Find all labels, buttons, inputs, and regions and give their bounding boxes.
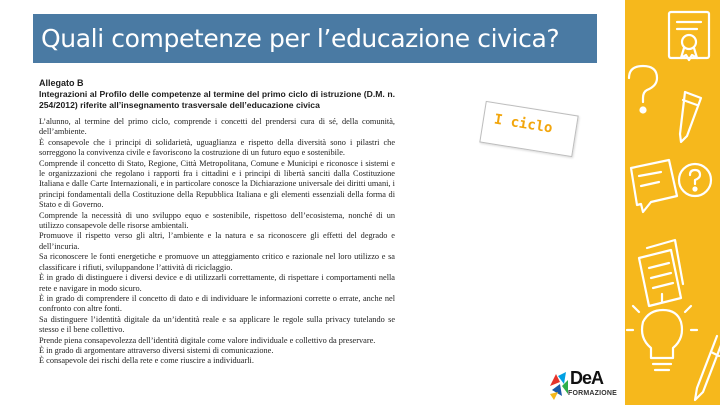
slide-title: Quali competenze per l’educazione civica? <box>41 24 560 53</box>
document-excerpt <box>39 78 395 367</box>
certificate-icon <box>669 12 709 60</box>
document-paragraph: È consapevole dei rischi della rete e come riuscire a individuarli. <box>39 356 254 366</box>
document-paragraph: Comprende la necessità di uno sviluppo equo e sostenibile, rispettoso dell’ecosistema, nonché di un utilizzo consapevole delle risorse ambientali. <box>39 210 395 231</box>
logo-brand: DeA <box>570 368 604 388</box>
pen-icon <box>695 336 720 400</box>
decorative-side-panel <box>625 0 720 405</box>
document-paragraph: È in grado di comprendere il concetto di dato e di individuare le informazioni corrette o errate, anche nel confronto con altre fonti. <box>39 293 395 314</box>
document-paragraph: Comprende il concetto di Stato, Regione, Città Metropolitana, Comune e Municipi e riconosce i sistemi e le organizzazioni che regolano i rapporti fra i cittadini e i principi di libertà sanciti dalla Costituzione Italiana e dalle Carte Internazionali, e in particolare conosce la Dichiarazione universale dei diritti umani, i principi fondamentali della Costituzione della Repubblica Italiana e gli elementi essenziali della forma di Stato e di Governo. <box>39 158 395 210</box>
document-allegato: Allegato B <box>39 78 84 88</box>
document-paragraph: Promuove il rispetto verso gli altri, l’ambiente e la natura e sa riconoscere gli effetti del degrado e dell’incuria. <box>39 231 395 251</box>
dea-formazione-logo <box>548 368 620 402</box>
slide-title-bar <box>33 14 597 63</box>
pencil-icon <box>680 92 701 142</box>
document-paragraph: È consapevole che i principi di solidarietà, uguaglianza e rispetto della diversità sono i pilastri che sorreggono la convivenza civile e favoriscono la costruzione di un futuro equo e sostenibile. <box>39 137 395 158</box>
document-heading: Integrazioni al Profilo delle competenze al termine del primo ciclo di istruzione (D.M. n. 254/2012) riferite all’insegnamento trasversale dell’educazione civica <box>39 89 395 110</box>
level-note <box>479 101 578 157</box>
document-paragraph: Prende piena consapevolezza dell’identità digitale come valore individuale e collettivo da preservare. <box>39 335 376 345</box>
document-paragraph: È in grado di argomentare attraverso diversi sistemi di comunicazione. <box>39 345 274 355</box>
document-paragraph: L’alunno, al termine del primo ciclo, comprende i concetti del prendersi cura di sé, della comunità, dell’ambiente. <box>39 117 395 137</box>
logo-subtitle: FORMAZIONE <box>568 390 618 397</box>
speech-bubble-icon <box>631 160 711 212</box>
level-note-label: I ciclo <box>492 111 554 137</box>
lightbulb-icon <box>627 294 697 370</box>
question-mark-icon <box>629 66 657 113</box>
document-paragraph: Sa distinguere l’identità digitale da un’identità reale e sa applicare le regole sulla privacy tutelando se stesso e il bene collettivo. <box>39 314 395 335</box>
document-paragraph: Sa riconoscere le fonti energetiche e promuove un atteggiamento critico e razionale nel loro utilizzo e sa classificare i rifiuti, sviluppandone l’attività di riciclaggio. <box>39 252 395 272</box>
logo-mark-icon <box>548 368 570 402</box>
document-paragraph: È in grado di distinguere i diversi device e di utilizzarli correttamente, di rispettare i comportamenti nella rete e navigare in modo sicuro. <box>39 273 395 293</box>
